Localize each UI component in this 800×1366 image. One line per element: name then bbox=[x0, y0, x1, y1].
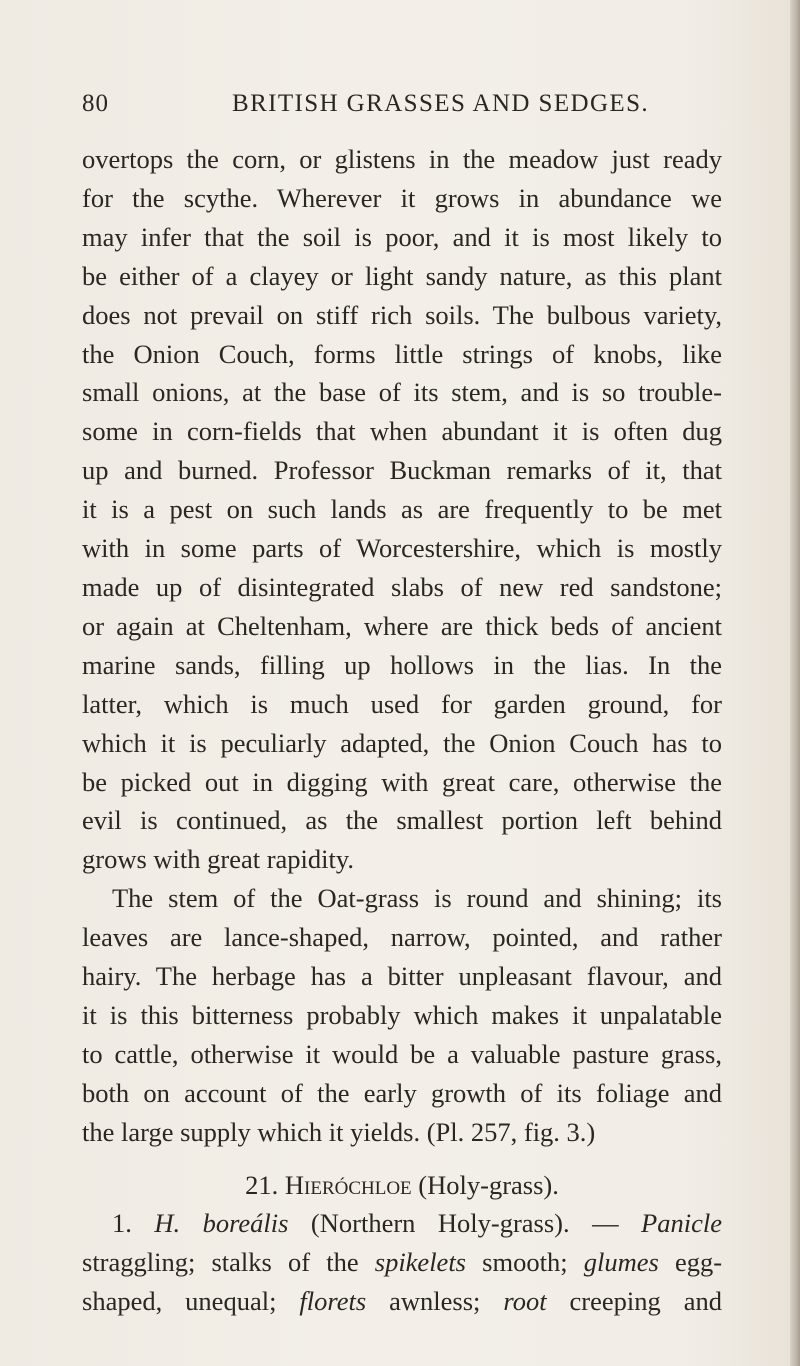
text-line: the Onion Couch, forms little strings of knobs, like bbox=[82, 338, 722, 369]
text-line: both on account of the early growth of its foliage and bbox=[82, 1077, 722, 1108]
text-segment: smooth; bbox=[482, 1247, 568, 1278]
term-root: root bbox=[503, 1286, 547, 1317]
text-line: The stem of the Oat-grass is round and shining; its bbox=[112, 883, 722, 914]
page-edge-shadow bbox=[790, 0, 800, 1366]
paragraph-onion-couch bbox=[82, 140, 722, 879]
text-line: it is a pest on such lands as are frequently to be met bbox=[82, 494, 722, 525]
text-line: some in corn-fields that when abundant it is often dug bbox=[82, 416, 722, 447]
text-line: the large supply which it yields. (Pl. 257, fig. 3.) bbox=[82, 1116, 596, 1147]
text-line: it is this bitterness probably which makes it unpalatable bbox=[82, 999, 722, 1030]
text-line: up and burned. Professor Buckman remarks of it, that bbox=[82, 455, 722, 486]
text-line: does not prevail on stiff rich soils. The bulbous variety, bbox=[82, 299, 722, 330]
text-line bbox=[82, 1204, 722, 1243]
text-segment: creeping and bbox=[569, 1286, 722, 1317]
text-line: small onions, at the base of its stem, and is so trouble- bbox=[82, 377, 722, 408]
running-title: BRITISH GRASSES AND SEDGES. bbox=[232, 90, 650, 117]
species-description bbox=[82, 1204, 722, 1321]
text-line bbox=[82, 1282, 722, 1321]
text-line: be either of a clayey or light sandy nature, as this plant bbox=[82, 260, 722, 291]
text-segment: awnless; bbox=[389, 1286, 481, 1317]
genus-name: Hieróchloe bbox=[284, 1169, 412, 1200]
genus-number: 21. bbox=[245, 1169, 279, 1200]
genus-common-name: (Holy-grass). bbox=[418, 1169, 559, 1200]
text-line: for the scythe. Wherever it grows in abundance we bbox=[82, 182, 722, 213]
text-line: to cattle, otherwise it would be a valuable pasture grass, bbox=[82, 1038, 722, 1069]
text-line: which it is peculiarly adapted, the Onion Couch has to bbox=[82, 727, 722, 758]
text-line: made up of disintegrated slabs of new red sandstone; bbox=[82, 571, 722, 602]
text-line: be picked out in digging with great care, otherwise the bbox=[82, 766, 722, 797]
species-number: 1. bbox=[112, 1208, 132, 1239]
term-panicle: Panicle bbox=[641, 1208, 722, 1239]
term-florets: florets bbox=[299, 1286, 367, 1317]
text-line: marine sands, filling up hollows in the lias. In the bbox=[82, 649, 722, 680]
term-glumes: glumes bbox=[583, 1247, 659, 1278]
text-segment: straggling; stalks of the bbox=[82, 1247, 359, 1278]
term-spikelets: spikelets bbox=[374, 1247, 466, 1278]
text-line: with in some parts of Worcestershire, which is mostly bbox=[82, 533, 722, 564]
text-line bbox=[82, 1243, 722, 1282]
page-number: 80 bbox=[82, 90, 109, 117]
text-segment: egg- bbox=[674, 1247, 723, 1278]
text-line: leaves are lance-shaped, narrow, pointed, and rather bbox=[82, 922, 722, 953]
species-common-name: (Northern Holy-grass). — bbox=[310, 1208, 619, 1239]
text-line: grows with great rapidity. bbox=[82, 844, 355, 875]
page-header bbox=[82, 90, 722, 124]
text-line: overtops the corn, or glistens in the meadow just ready bbox=[82, 144, 722, 174]
section-gap bbox=[82, 1152, 722, 1166]
text-segment: shaped, unequal; bbox=[82, 1286, 277, 1317]
text-line: latter, which is much used for garden ground, for bbox=[82, 688, 722, 719]
paragraph-oat-grass-stem bbox=[82, 879, 722, 1151]
text-line: hairy. The herbage has a bitter unpleasant flavour, and bbox=[82, 961, 722, 992]
text-line: evil is continued, as the smallest portion left behind bbox=[82, 805, 722, 836]
species-name: H. boreális bbox=[154, 1208, 289, 1239]
text-line: or again at Cheltenham, where are thick beds of ancient bbox=[82, 610, 722, 641]
genus-heading bbox=[82, 1166, 722, 1205]
text-line: may infer that the soil is poor, and it is most likely to bbox=[82, 221, 722, 252]
body-text bbox=[82, 140, 722, 1321]
